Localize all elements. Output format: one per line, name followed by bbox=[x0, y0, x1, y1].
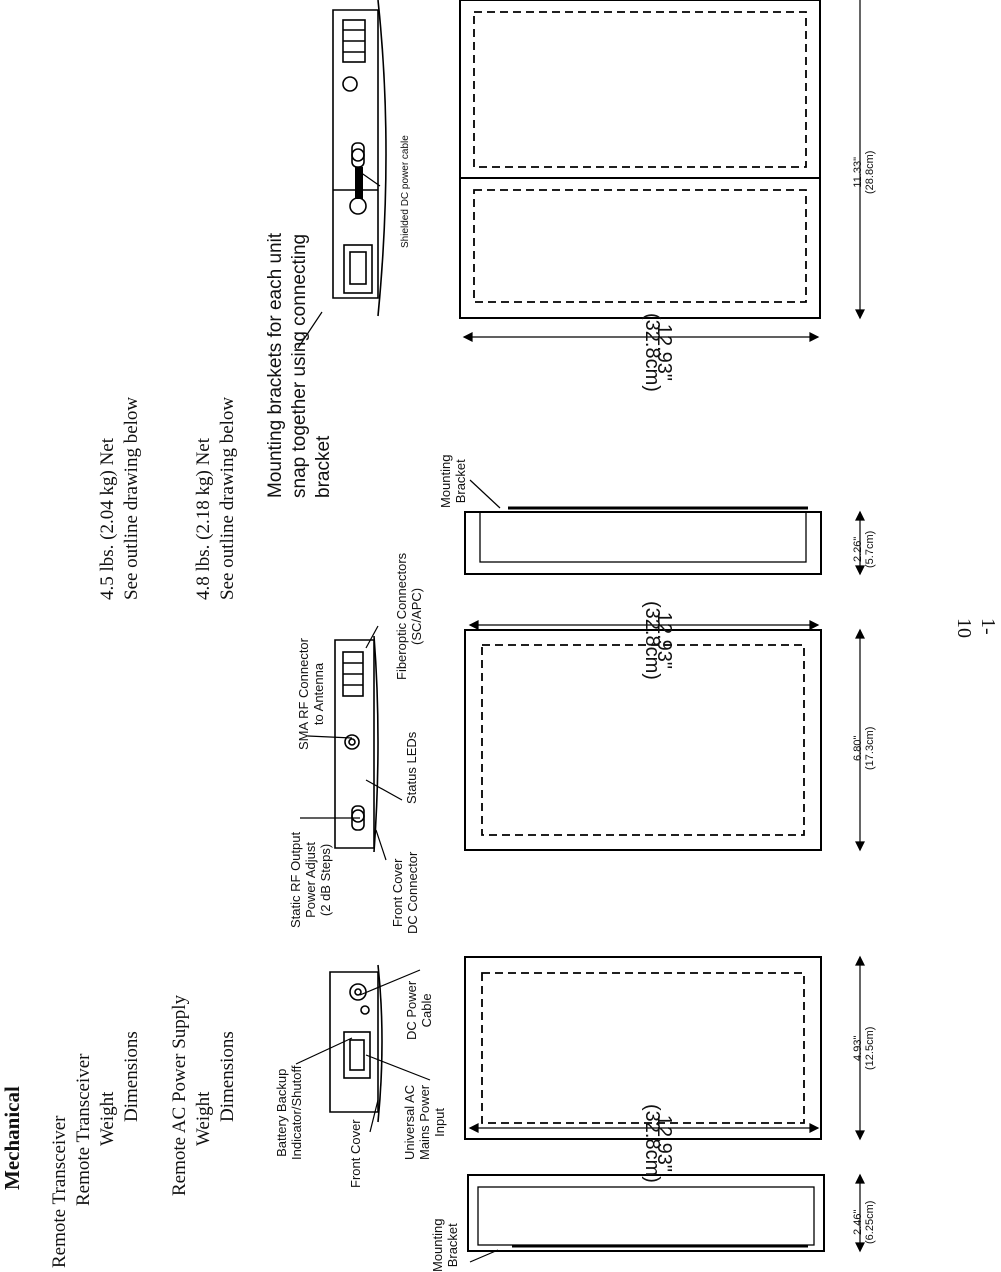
bracket-note: Mounting brackets for each unit snap together using connecting bracket bbox=[265, 232, 334, 498]
power-supply-dimensions-value: See outline drawing below bbox=[217, 396, 238, 600]
power-supply-weight-value: 4.8 lbs. (2.18 kg) Net bbox=[193, 437, 214, 600]
section-title: Mechanical bbox=[0, 1086, 24, 1190]
universal-ac-label: Universal AC Mains Power Input bbox=[402, 1084, 447, 1160]
status-leds-label: Status LEDs bbox=[404, 731, 419, 804]
combined-end-view bbox=[333, 0, 386, 316]
tx-width-dimension: 6.80" (17.3cm) bbox=[852, 726, 876, 770]
mounting-bracket-label-1: Mounting Bracket bbox=[430, 1218, 460, 1272]
power-supply-weight-label: Weight bbox=[193, 1091, 214, 1146]
sma-rf-label: SMA RF Connector to Antenna bbox=[296, 638, 326, 750]
tx-depth-dimension: 2.26" (5.7cm) bbox=[852, 530, 876, 568]
transceiver-end-view bbox=[335, 636, 378, 852]
mounting-bracket-label-2: Mounting Bracket bbox=[438, 454, 468, 508]
ps-depth-dimension: 2.46" (6.25cm) bbox=[852, 1200, 876, 1244]
shielded-cable-label: Shielded DC power cable bbox=[400, 135, 411, 248]
front-cover-label: Front Cover bbox=[348, 1119, 363, 1188]
power-supply-side-view bbox=[468, 1175, 824, 1251]
combo-width-dimension: 11.33" (28.8cm) bbox=[852, 150, 876, 194]
power-supply-heading: Remote AC Power Supply bbox=[169, 994, 190, 1196]
ps-length-dimension: 12.93" (32.8cm) bbox=[641, 1104, 675, 1183]
transceiver-subheading: Remote Transceiver bbox=[73, 1053, 94, 1206]
fiberoptic-label: Fiberoptic Connectors (SC/APC) bbox=[394, 552, 424, 680]
ps-width-dimension: 4.93" (12.5cm) bbox=[852, 1026, 876, 1070]
power-supply-dimensions-label: Dimensions bbox=[217, 1031, 238, 1122]
transceiver-weight-value: 4.5 lbs. (2.04 kg) Net bbox=[97, 437, 118, 600]
transceiver-weight-label: Weight bbox=[97, 1091, 118, 1146]
transceiver-heading: Remote Transceiver bbox=[49, 1115, 70, 1268]
front-cover-dc-label: Front Cover DC Connector bbox=[390, 851, 420, 934]
transceiver-dimensions-label: Dimensions bbox=[121, 1031, 142, 1122]
dc-power-cable-label: DC Power Cable bbox=[404, 980, 434, 1040]
transceiver-side-view bbox=[465, 508, 821, 574]
battery-backup-label: Battery Backup Indicator/Shutoff bbox=[274, 1065, 304, 1160]
page-number: 1-10 bbox=[953, 618, 999, 638]
combo-length-dimension: 12.93" (32.8cm) bbox=[641, 313, 675, 392]
combined-units-view bbox=[460, 0, 820, 318]
static-rf-label: Static RF Output Power Adjust (2 dB Steps) bbox=[288, 831, 333, 928]
transceiver-dimensions-value: See outline drawing below bbox=[121, 396, 142, 600]
tx-length-dimension: 12.93" (32.8cm) bbox=[641, 601, 675, 680]
